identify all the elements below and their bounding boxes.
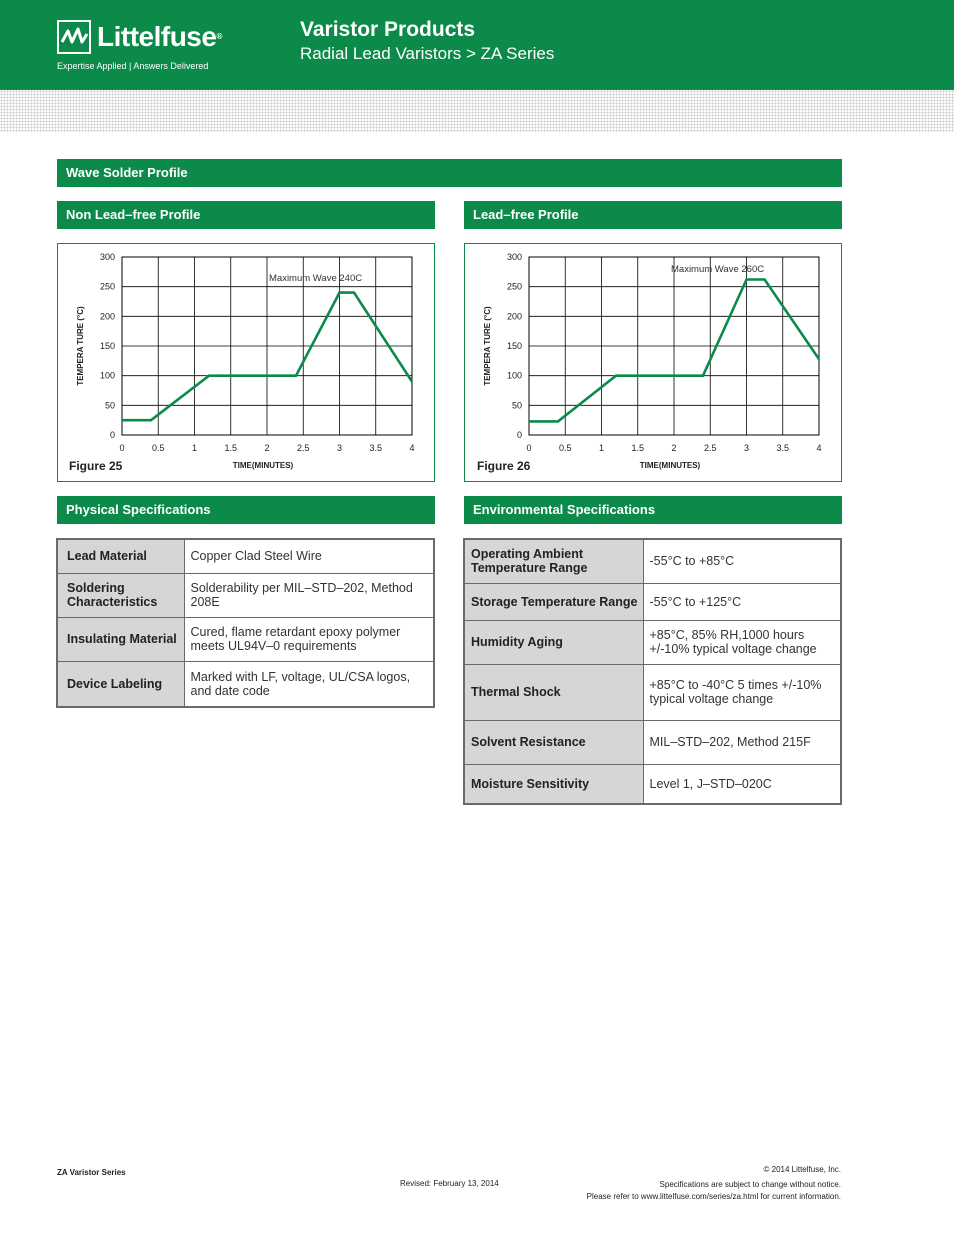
x-tick-label: 3	[336, 443, 343, 453]
spec-label: Storage Temperature Range	[464, 583, 643, 620]
x-tick-label: 4	[816, 443, 822, 453]
spec-label: Humidity Aging	[464, 620, 643, 664]
spec-value: -55°C to +125°C	[643, 583, 841, 620]
spec-label: Thermal Shock	[464, 664, 643, 720]
y-tick-label: 150	[99, 341, 115, 351]
spec-value: Solderability per MIL–STD–202, Method 208E	[184, 573, 434, 617]
x-tick-label: 0.5	[151, 443, 165, 453]
x-tick-label: 4	[409, 443, 415, 453]
x-tick-label: 0	[526, 443, 532, 453]
spec-value: MIL–STD–202, Method 215F	[643, 720, 841, 764]
footer-refer-link[interactable]: Please refer to www.littelfuse.com/series/za.html for current information.	[586, 1192, 841, 1201]
footer-copyright: © 2014 Littelfuse, Inc.	[763, 1165, 841, 1174]
table-row	[464, 620, 841, 664]
section-wave-solder: Wave Solder Profile	[57, 159, 842, 187]
section-physical-specs: Physical Specifications	[57, 496, 435, 524]
table-row	[57, 539, 434, 573]
section-environmental-specs: Environmental Specifications	[464, 496, 842, 524]
chart-svg-figure-25	[58, 244, 434, 481]
spec-label: Device Labeling	[57, 661, 184, 707]
table-row	[57, 661, 434, 707]
page-header	[0, 0, 954, 90]
y-tick-label: 0	[516, 430, 522, 440]
spec-label: Solvent Resistance	[464, 720, 643, 764]
section-lead-free: Lead–free Profile	[464, 201, 842, 229]
spec-value: +85°C to -40°C 5 times +/-10% typical voltage change	[643, 664, 841, 720]
chart-annotation: Maximum Wave 260C	[671, 264, 765, 275]
x-tick-label: 0.5	[558, 443, 572, 453]
y-tick-label: 50	[511, 400, 522, 411]
x-tick-label: 2.5	[296, 443, 310, 453]
x-tick-label: 1	[191, 443, 198, 453]
x-axis-label: TIME(MINUTES)	[232, 461, 294, 470]
page-subtitle: Radial Lead Varistors > ZA Series	[300, 44, 555, 63]
x-tick-label: 3	[743, 443, 750, 453]
footer-notice: Specifications are subject to change without notice.	[659, 1180, 841, 1189]
y-tick-label: 300	[99, 252, 115, 262]
x-tick-label: 1	[598, 443, 605, 453]
y-tick-label: 100	[506, 370, 522, 381]
chart-svg-figure-26	[465, 244, 841, 481]
y-tick-label: 250	[506, 281, 522, 292]
section-non-lead-free: Non Lead–free Profile	[57, 201, 435, 229]
y-tick-label: 50	[104, 400, 115, 411]
spec-label: Operating Ambient Temperature Range	[464, 539, 643, 583]
spec-value: Copper Clad Steel Wire	[184, 539, 434, 573]
y-tick-label: 200	[506, 311, 522, 322]
table-row	[464, 720, 841, 764]
x-axis-label: TIME(MINUTES)	[639, 461, 701, 470]
x-tick-label: 3.5	[776, 443, 790, 453]
spec-value: Level 1, J–STD–020C	[643, 764, 841, 804]
table-row	[464, 664, 841, 720]
figure-label: Figure 25	[69, 459, 123, 473]
page-title: Varistor Products	[300, 18, 476, 41]
y-tick-label: 150	[506, 341, 522, 351]
x-tick-label: 2	[671, 443, 677, 453]
brand-tagline: Expertise Applied | Answers Delivered	[57, 61, 209, 71]
littelfuse-logo-icon	[57, 20, 91, 54]
y-tick-label: 0	[109, 430, 115, 440]
spec-value: +85°C, 85% RH,1000 hours +/-10% typical voltage change	[643, 620, 841, 664]
spec-value: Cured, flame retardant epoxy polymer meets UL94V–0 requirements	[184, 617, 434, 661]
footer-refer[interactable]	[587, 1192, 841, 1201]
figure-label: Figure 26	[477, 459, 531, 473]
x-tick-label: 2.5	[703, 443, 717, 453]
spec-label: Soldering Characteristics	[57, 573, 184, 617]
footer-series: ZA Varistor Series	[57, 1168, 126, 1177]
x-tick-label: 1.5	[631, 443, 645, 453]
spec-value: -55°C to +85°C	[643, 539, 841, 583]
spec-label: Insulating Material	[57, 617, 184, 661]
table-row	[57, 573, 434, 617]
chart-lead-free	[464, 243, 842, 482]
dot-pattern-band	[0, 90, 954, 132]
y-tick-label: 250	[99, 281, 115, 292]
table-row	[464, 764, 841, 804]
x-tick-label: 3.5	[369, 443, 383, 453]
table-row	[464, 583, 841, 620]
spec-value: Marked with LF, voltage, UL/CSA logos, and date code	[184, 661, 434, 707]
y-axis-label: TEMPERA TURE (°C)	[483, 306, 492, 386]
x-tick-label: 2	[264, 443, 270, 453]
chart-non-lead-free	[57, 243, 435, 482]
spec-label: Moisture Sensitivity	[464, 764, 643, 804]
table-row	[57, 617, 434, 661]
x-tick-label: 0	[119, 443, 125, 453]
table-row	[464, 539, 841, 583]
spec-label: Lead Material	[57, 539, 184, 573]
brand-name: Littelfuse®	[97, 21, 222, 52]
physical-spec-table	[56, 538, 435, 708]
chart-annotation: Maximum Wave 240C	[269, 273, 363, 284]
y-tick-label: 200	[99, 311, 115, 322]
y-tick-label: 300	[506, 252, 522, 262]
y-tick-label: 100	[99, 370, 115, 381]
x-tick-label: 1.5	[224, 443, 238, 453]
environmental-spec-table	[463, 538, 842, 805]
y-axis-label: TEMPERA TURE (°C)	[76, 306, 85, 386]
footer-revised: Revised: February 13, 2014	[400, 1179, 499, 1188]
